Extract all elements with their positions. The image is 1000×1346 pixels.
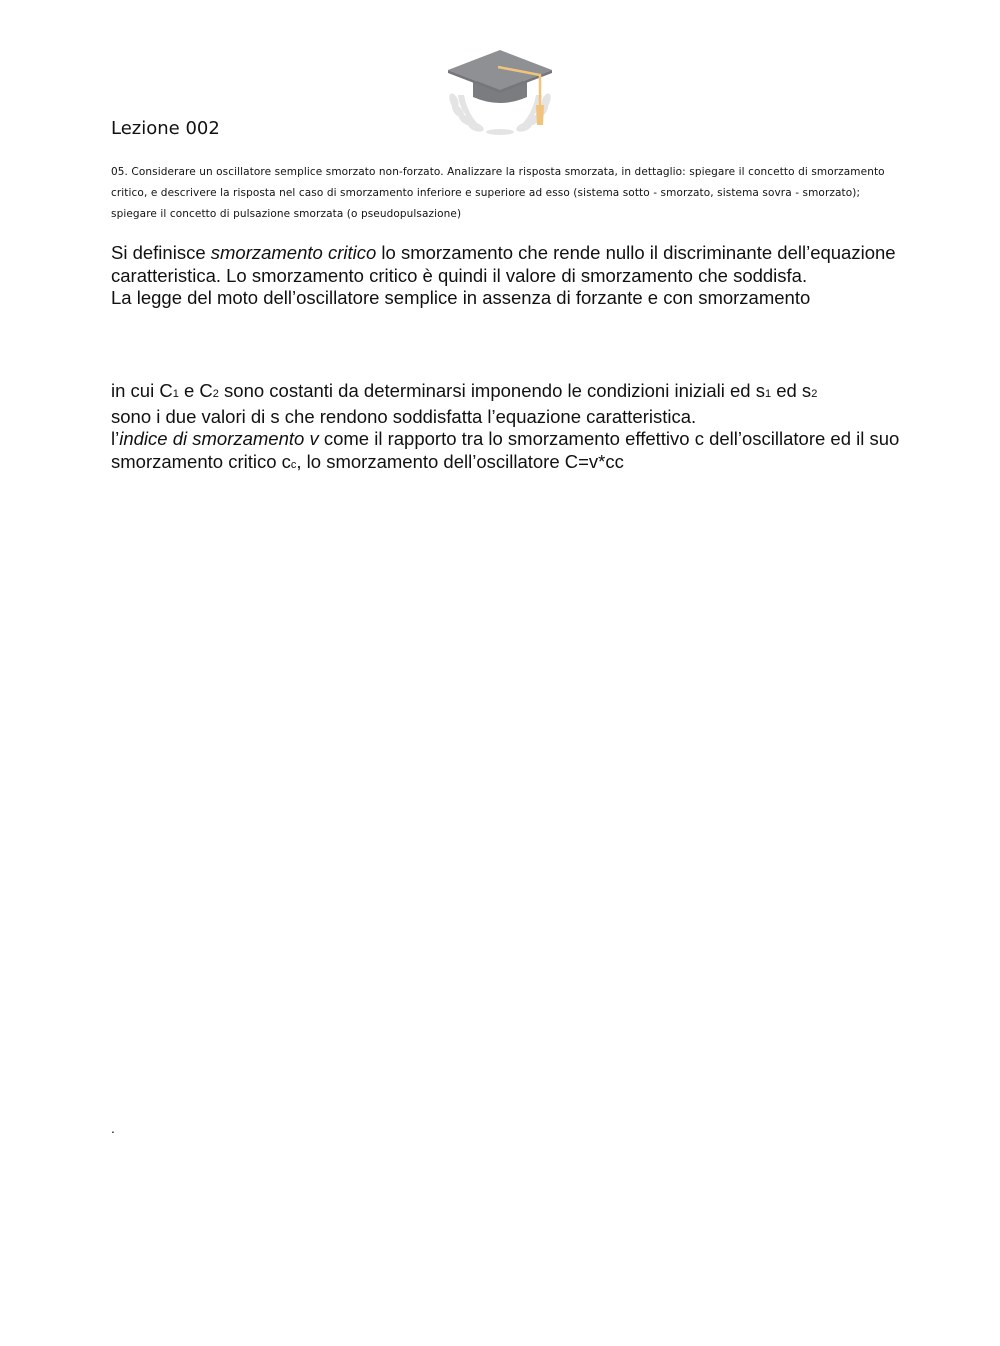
p2-text-c: sono costanti da determinarsi imponendo le condizioni iniziali ed s (218, 380, 765, 401)
term-critical-damping: smorzamento critico (210, 242, 377, 263)
lesson-title: Lezione 002 (111, 118, 220, 139)
term-damping-index: indice di smorzamento v (119, 428, 319, 449)
footer-dot: . (111, 1120, 115, 1136)
p3-text-c: , lo smorzamento dell’oscillatore C=v*cc (296, 450, 624, 472)
graduation-cap-icon (440, 45, 560, 140)
paragraph-constants (111, 380, 901, 476)
p2-text-b: e C (178, 380, 213, 401)
subscript: 1 (172, 388, 179, 400)
p2-text-d: ed s (771, 380, 812, 401)
subscript: 1 (764, 388, 772, 400)
p3-text-b: come il rapporto tra lo smorzamento effettivo c dell’oscillatore ed il suo smorzamento critico c (111, 428, 900, 472)
p2-text-a: in cui C (111, 380, 173, 401)
paragraph-critical-damping (111, 242, 901, 310)
p1-text-c: La legge del moto dell’oscillatore semplice in assenza di forzante e con smorzamento (111, 287, 811, 308)
subscript: c (290, 458, 297, 471)
subscript: 2 (212, 388, 219, 400)
p1-text-a: Si definisce (111, 242, 211, 263)
p2-text-e: sono i due valori di s che rendono soddisfatta l’equazione caratteristica. (111, 405, 697, 427)
subscript: 2 (811, 388, 818, 400)
question-text: 05. Considerare un oscillatore semplice smorzato non-forzato. Analizzare la risposta smorzata, in dettaglio: spiegare il concetto di smorzamento critico, e descrivere la risposta nel caso di smorzamento inferiore e superiore ad esso (sistema sotto - smorzato, sistema sovra - smorzato); spiegare il concetto di pulsazione smorzata (o pseudopulsazione) (111, 166, 885, 220)
p1-text-b: lo smorzamento che rende nullo il discriminante dell’equazione caratteristica. Lo smorzamento critico è quindi il valore di smorzamento che soddisfa. (111, 242, 896, 286)
p3-text-a: l’ (111, 428, 120, 449)
